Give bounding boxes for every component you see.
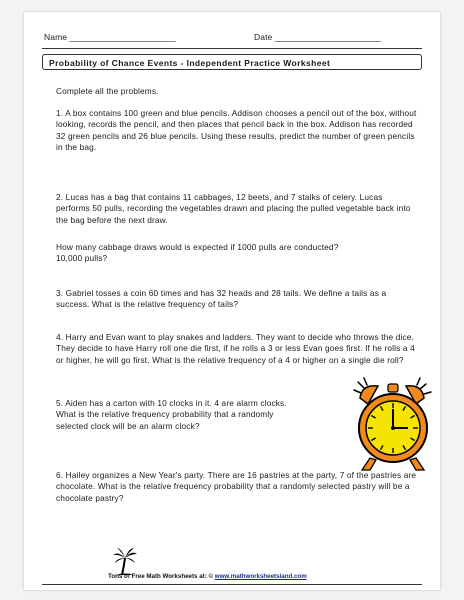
footer-credit <box>108 573 307 580</box>
worksheet-title: Probability of Chance Events - Independent Practice Worksheet <box>42 54 422 70</box>
problem-4: 4. Harry and Evan want to play snakes and ladders. They want to decide who throws the dice. They decide to have Harry roll one die first, if he rolls a 3 or less Evan goes first. If he rolls a 4 or higher, he will go first. What is the relative frequency of a 4 or higher on a single die roll? <box>56 332 415 365</box>
palm-tree-icon <box>112 546 138 576</box>
footer-divider <box>42 584 422 585</box>
problem-3: 3. Gabriel tosses a coin 60 times and has 32 heads and 28 tails. We define a tails as a success. What is the relative frequency of tails? <box>56 288 387 310</box>
footer-prefix: Tons of Free Math Worksheets at: © <box>108 573 215 580</box>
footer-link[interactable]: www.mathworksheetsland.com <box>214 573 307 580</box>
problem-2-followup: How many cabbage draws would is expected if 1000 pulls are conducted? 10,000 pulls? <box>56 242 339 264</box>
problem-5: 5. Aiden has a carton with 10 clocks in it. 4 are alarm clocks. What is the relative frequency probability that a randomly selected clock will be an alarm clock? <box>56 398 287 431</box>
name-field: Name ______________________ <box>44 32 176 42</box>
instructions: Complete all the problems. <box>56 86 159 96</box>
header-divider <box>42 48 422 49</box>
problem-1: 1. A box contains 100 green and blue pencils. Addison chooses a pencil out of the box, without looking, records the pencil, and then places that pencil back in the box. Addison has recorded 32 green pencils and 26 blue pencils. Using these results, predict the number of green pencils in the bag. <box>56 108 417 153</box>
date-field: Date ______________________ <box>254 32 382 42</box>
alarm-clock-icon <box>350 376 436 472</box>
problem-6: 6. Hailey organizes a New Year's party. There are 16 pastries at the party, 7 of the pastries are chocolate. What is the relative frequency probability that a randomly selected pastry will be a chocolate pastry? <box>56 470 417 503</box>
problem-2: 2. Lucas has a bag that contains 11 cabbages, 12 beets, and 7 stalks of celery. Lucas performs 50 pulls, recording the vegetables drawn and placing the pulled vegetable back into the bag before the next draw. <box>56 192 411 225</box>
worksheet-page <box>24 12 440 590</box>
